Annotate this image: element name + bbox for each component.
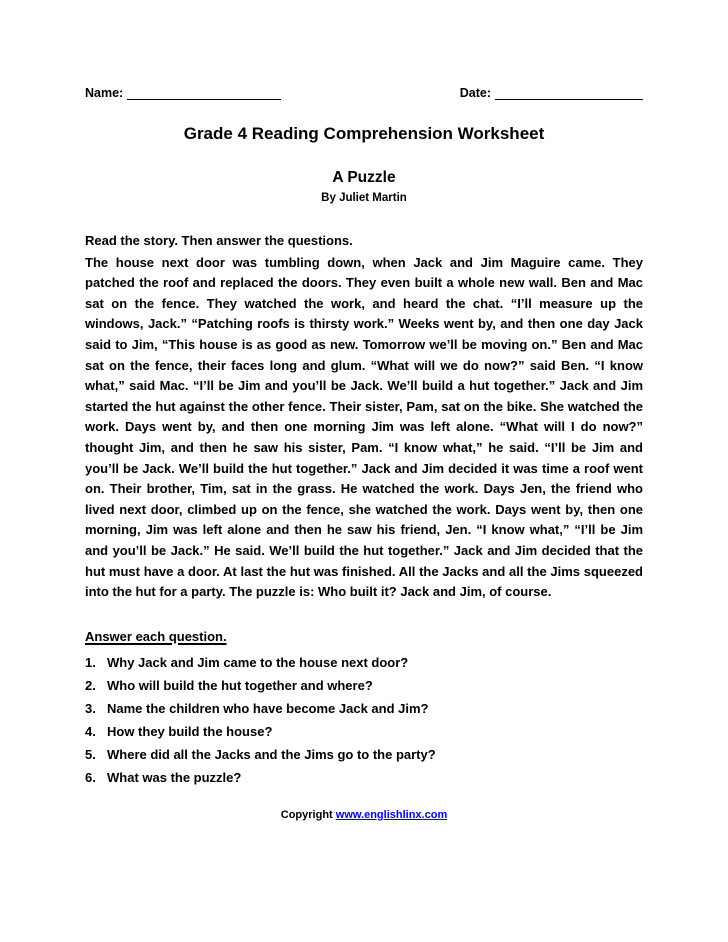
question-number: 5. [85,746,96,762]
question-number: 1. [85,654,96,670]
questions-list [85,656,643,785]
story-title: A Puzzle [332,169,396,186]
question-item [85,656,643,670]
question-text: How they build the house? [107,723,273,739]
question-item [85,679,643,693]
instructions-text: Read the story. Then answer the questions. [85,233,353,248]
name-field [85,86,281,100]
question-number: 2. [85,677,96,693]
question-text: Name the children who have become Jack and Jim? [107,700,429,716]
question-text: Why Jack and Jim came to the house next door? [107,654,409,670]
worksheet-title: Grade 4 Reading Comprehension Worksheet [183,124,545,143]
name-blank-line [127,86,281,100]
question-item [85,771,643,785]
footer [85,809,643,821]
date-blank-line [495,86,643,100]
date-field [460,86,643,100]
date-label: Date: [459,86,491,100]
question-item [85,748,643,762]
story-byline: By Juliet Martin [321,192,407,204]
story-text: The house next door was tumbling down, when Jack and Jim Maguire came. They patched the roof and replaced the doors. They even built a whole new wall. Ben and Mac sat on the fence. They watched the work, and heard the chat. “I’ll measure up the windows, Jack.” “Patching roofs is thirsty work.” Weeks went by, and then one day Jack said to Jim, “This house is as good as new. Tomorrow we’ll be moving on.” Ben and Mac sat on the fence, their faces long and glum. “What will we do now?” said Ben. “I know what,” said Mac. “I’ll be Jim and you’ll be Jack. We’ll build a hut together.” Jack and Jim started the hut against the other fence. Their sister, Pam, sat on the bike. She watched the work. Days went by, and then one morning Jim was left alone. “What will I do now?” thought Jim, and then he saw his sister, Pam. “I know what,” he said. “I’ll be Jim and you’ll be Jack. We’ll build the hut together.” Jack and Jim decided it was time a roof went on. Their brother, Tim, sat in the grass. He watched the work. Days Jen, the friend who lived next door, climbed up on the fence, she watched the work. Days went by, then one morning, Jim was left alone and then he saw his friend, Jen. “I know what,” “I’ll be Jim and you’ll be Jack.” He said. We’ll build the hut together.” Jack and Jim decided that the hut must have a door. At last the hut was finished. All the Jacks and all the Jims squeezed into the hut for a party. The puzzle is: Who built it? Jack and Jim, of course. [85,254,643,600]
question-item [85,725,643,739]
question-number: 3. [85,700,96,716]
name-date-row [85,86,643,100]
name-label: Name: [85,86,124,100]
question-text: What was the puzzle? [107,769,242,785]
question-item [85,702,643,716]
question-number: 4. [85,723,96,739]
question-text: Who will build the hut together and where? [107,677,373,693]
question-number: 6. [85,769,96,785]
copyright-label: Copyright [280,808,333,821]
questions-heading: Answer each question. [85,628,227,644]
question-text: Where did all the Jacks and the Jims go to the party? [107,746,436,762]
copyright-link[interactable]: www.englishlinx.com [335,808,448,821]
